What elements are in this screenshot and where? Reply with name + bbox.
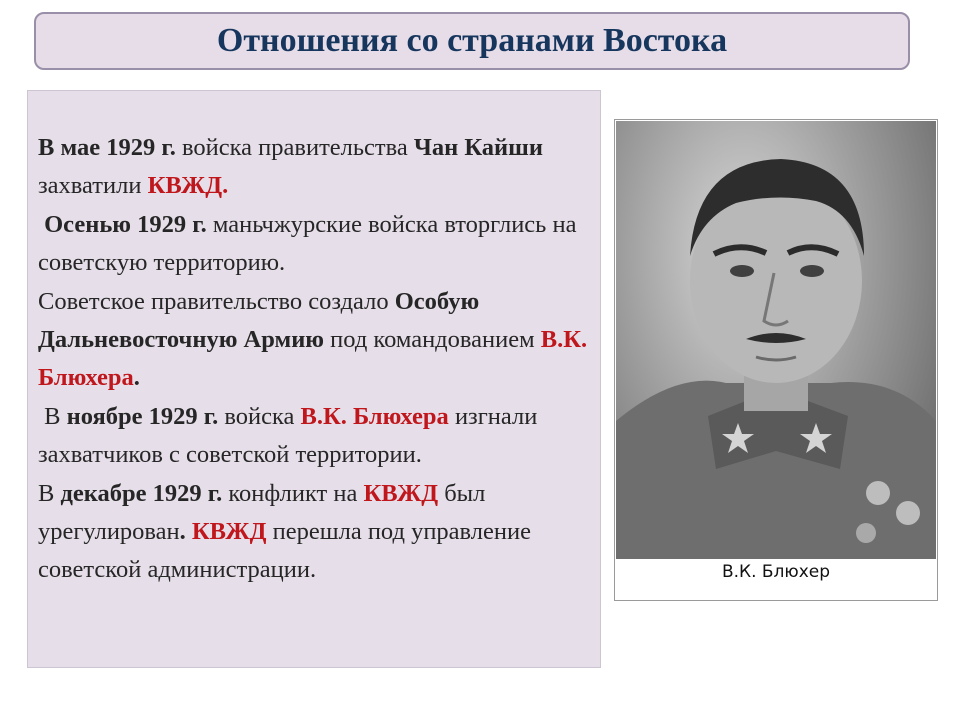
date-may-1929: В мае 1929 г. [38, 134, 176, 161]
date-autumn-1929: Осенью 1929 г. [44, 210, 207, 238]
highlight-kvzhd: КВЖД [191, 518, 267, 546]
highlight-blucher: В.К. Блюхера [38, 326, 588, 392]
title-banner [34, 12, 910, 70]
text-segment: под командованием [324, 326, 541, 354]
paragraph-november [38, 398, 594, 475]
text-segment: перешла под управление советской администрации. [38, 518, 531, 584]
text-segment: был урегулирован [38, 479, 486, 546]
text-panel [27, 90, 601, 668]
text-segment: войска правительства [175, 134, 414, 161]
text-segment: . [179, 518, 186, 546]
highlight-blucher: В.К. Блюхера [300, 402, 449, 430]
highlight-kvzhd: КВЖД. [147, 172, 229, 200]
portrait-frame [614, 119, 938, 601]
portrait-photo [616, 121, 936, 559]
name-chiang-kai-shek: Чан Кайши [413, 134, 543, 161]
text-segment: маньчжурские войска вторглись на советскую территорию. [38, 210, 577, 277]
text-segment: Советское правительство создало [38, 287, 395, 315]
special-far-eastern-army: Особую Дальневосточную Армию [38, 287, 480, 354]
text-segment: В [38, 479, 61, 507]
date-december-1929: декабре 1929 г. [60, 479, 223, 507]
portrait-caption: В.К. Блюхер [721, 562, 831, 582]
paragraph-army [38, 283, 594, 398]
text-segment: захватили [38, 172, 148, 200]
slide-title: Отношения со странами Востока [216, 22, 728, 59]
paragraph-autumn [38, 206, 594, 283]
text-segment: конфликт на [222, 479, 364, 507]
paragraph-december [38, 475, 594, 590]
paragraph-may [38, 129, 594, 206]
text-segment: . [133, 364, 140, 392]
date-november-1929: ноябре 1929 г. [66, 402, 219, 430]
highlight-kvzhd: КВЖД [363, 479, 439, 507]
text-segment: В [44, 402, 67, 430]
portrait-illustration [616, 121, 936, 559]
text-body [38, 129, 594, 590]
text-segment: войска [218, 402, 301, 430]
text-segment: изгнали захватчиков с советской территории. [38, 402, 538, 469]
